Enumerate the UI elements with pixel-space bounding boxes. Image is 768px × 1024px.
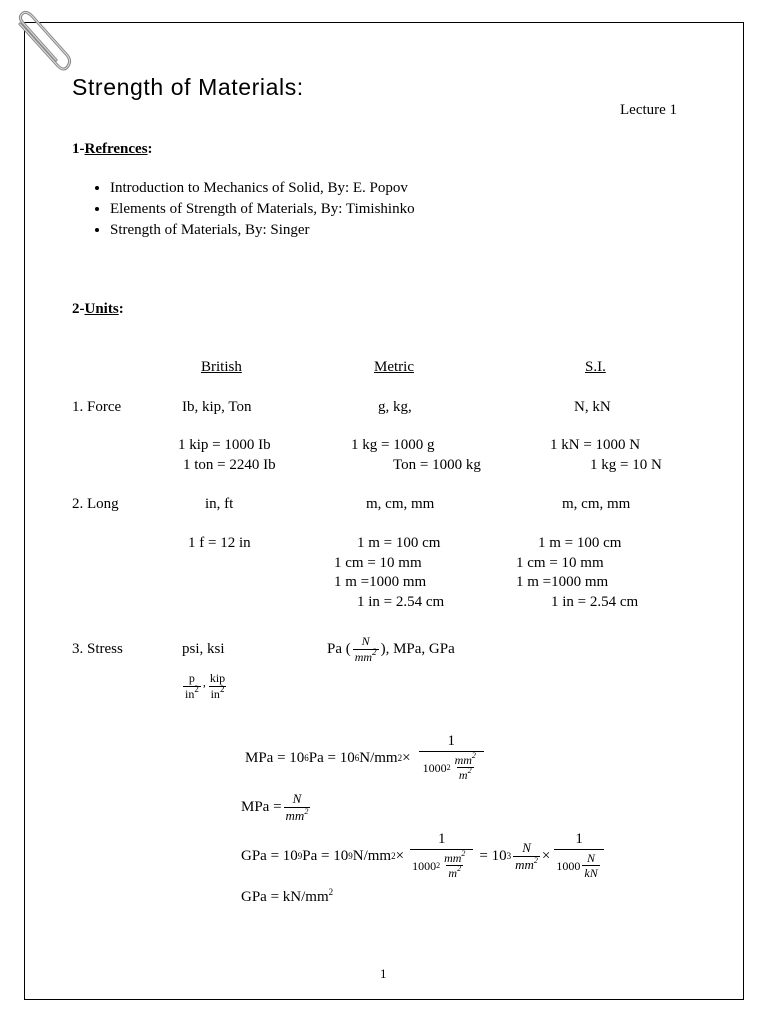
long-si-conv: 1 m = 100 cm <box>538 535 622 551</box>
long-metric-conv: 1 m = 100 cm <box>357 535 441 551</box>
force-si-conv: 1 kg = 10 N <box>590 457 662 473</box>
reference-item: • Introduction to Mechanics of Solid, By: E. Popov <box>110 178 415 199</box>
long-si-conv: 1 m =1000 mm <box>516 574 609 590</box>
force-si-conv: 1 kN = 1000 N <box>550 437 641 453</box>
long-metric-conv: 1 in = 2.54 cm <box>357 594 445 610</box>
equation-mpa-simple: MPa = $\frac{N}{mm^2}$ <box>241 790 309 823</box>
stress-metric: Pa ( $\frac{N}{mm^2}$ ), MPa, GPa <box>327 633 455 664</box>
fraction: 1 1000 2 $\frac{mm^2}{m^2}$ <box>410 832 473 880</box>
fraction: $\frac{N}{mm^2}$ <box>515 839 538 872</box>
long-british-conv: 1 f = 12 in <box>188 535 251 551</box>
force-british-conv: 1 ton = 2240 Ib <box>183 457 276 473</box>
fraction: $\frac{mm^2}{m^2}$ <box>444 848 466 881</box>
long-si-conv: 1 in = 2.54 cm <box>551 594 639 610</box>
fraction: 1 1000 2 $\frac{mm^2}{m^2}$ <box>419 734 484 782</box>
column-header-si: S.I. <box>585 359 606 375</box>
force-si: N, kN <box>574 399 611 415</box>
reference-item: • Elements of Strength of Materials, By: Timishinko <box>110 199 415 220</box>
force-british: Ib, kip, Ton <box>182 399 252 415</box>
stress-label: 3. Stress <box>72 641 123 657</box>
equation-gpa: GPa = 10 9 Pa = 10 9 N/mm 2 × 1 1000 2 $\frac{mm^2}{m^2}$ = 10 3 $\frac{N}{mm^2}$ × 1 1000 $\frac{N}{kN}$ <box>241 826 606 886</box>
column-header-british: British <box>201 359 242 375</box>
column-header-metric: Metric <box>374 359 414 375</box>
fraction: $\frac{N}{mm^2}$ <box>285 790 309 823</box>
fraction: 1 1000 $\frac{N}{kN}$ <box>554 832 603 880</box>
fraction: $\frac{N}{mm^2}$ <box>354 633 377 664</box>
fraction: $\frac{N}{kN}$ <box>584 850 598 881</box>
lecture-label: Lecture 1 <box>620 102 678 118</box>
force-metric-conv: Ton = 1000 kg <box>393 457 481 473</box>
page-number: 1 <box>380 966 387 981</box>
long-metric-conv: 1 cm = 10 mm <box>334 555 422 571</box>
long-metric: m, cm, mm <box>366 496 435 512</box>
document-title: Strength of Materials: <box>72 74 304 100</box>
force-metric-conv: 1 kg = 1000 g <box>351 437 435 453</box>
equation-gpa-simple: GPa = $kN/mm^2$ <box>241 887 334 905</box>
fraction: $\frac{\text{kip}}{in^2}$ <box>209 671 226 701</box>
long-si: m, cm, mm <box>562 496 631 512</box>
reference-item: • Strength of Materials, By: Singer <box>110 220 415 241</box>
paperclip-icon <box>12 10 72 74</box>
force-label: 1. Force <box>72 399 122 415</box>
force-british-conv: 1 kip = 1000 Ib <box>178 437 271 453</box>
stress-british: psi, ksi <box>182 641 225 657</box>
references-heading: 1-Refrences: <box>72 141 153 157</box>
long-label: 2. Long <box>72 496 119 512</box>
fraction: $\frac{mm^2}{m^2}$ <box>454 750 476 783</box>
long-british: in, ft <box>205 496 234 512</box>
references-list <box>90 178 415 241</box>
fraction: $\frac{p}{in^2}$ <box>185 671 199 701</box>
force-metric: g, kg, <box>378 399 412 415</box>
long-metric-conv: 1 m =1000 mm <box>334 574 427 590</box>
stress-british-fractions: $\frac{p}{in^2}$ , $\frac{\text{kip}}{in^2}$ <box>185 671 226 701</box>
equation-mpa: MPa = 10 6 Pa = 10 6 N/mm 2 × 1 1000 2 $\frac{mm^2}{m^2}$ <box>245 728 486 788</box>
long-si-conv: 1 cm = 10 mm <box>516 555 604 571</box>
units-heading: 2-Units: <box>72 301 124 317</box>
